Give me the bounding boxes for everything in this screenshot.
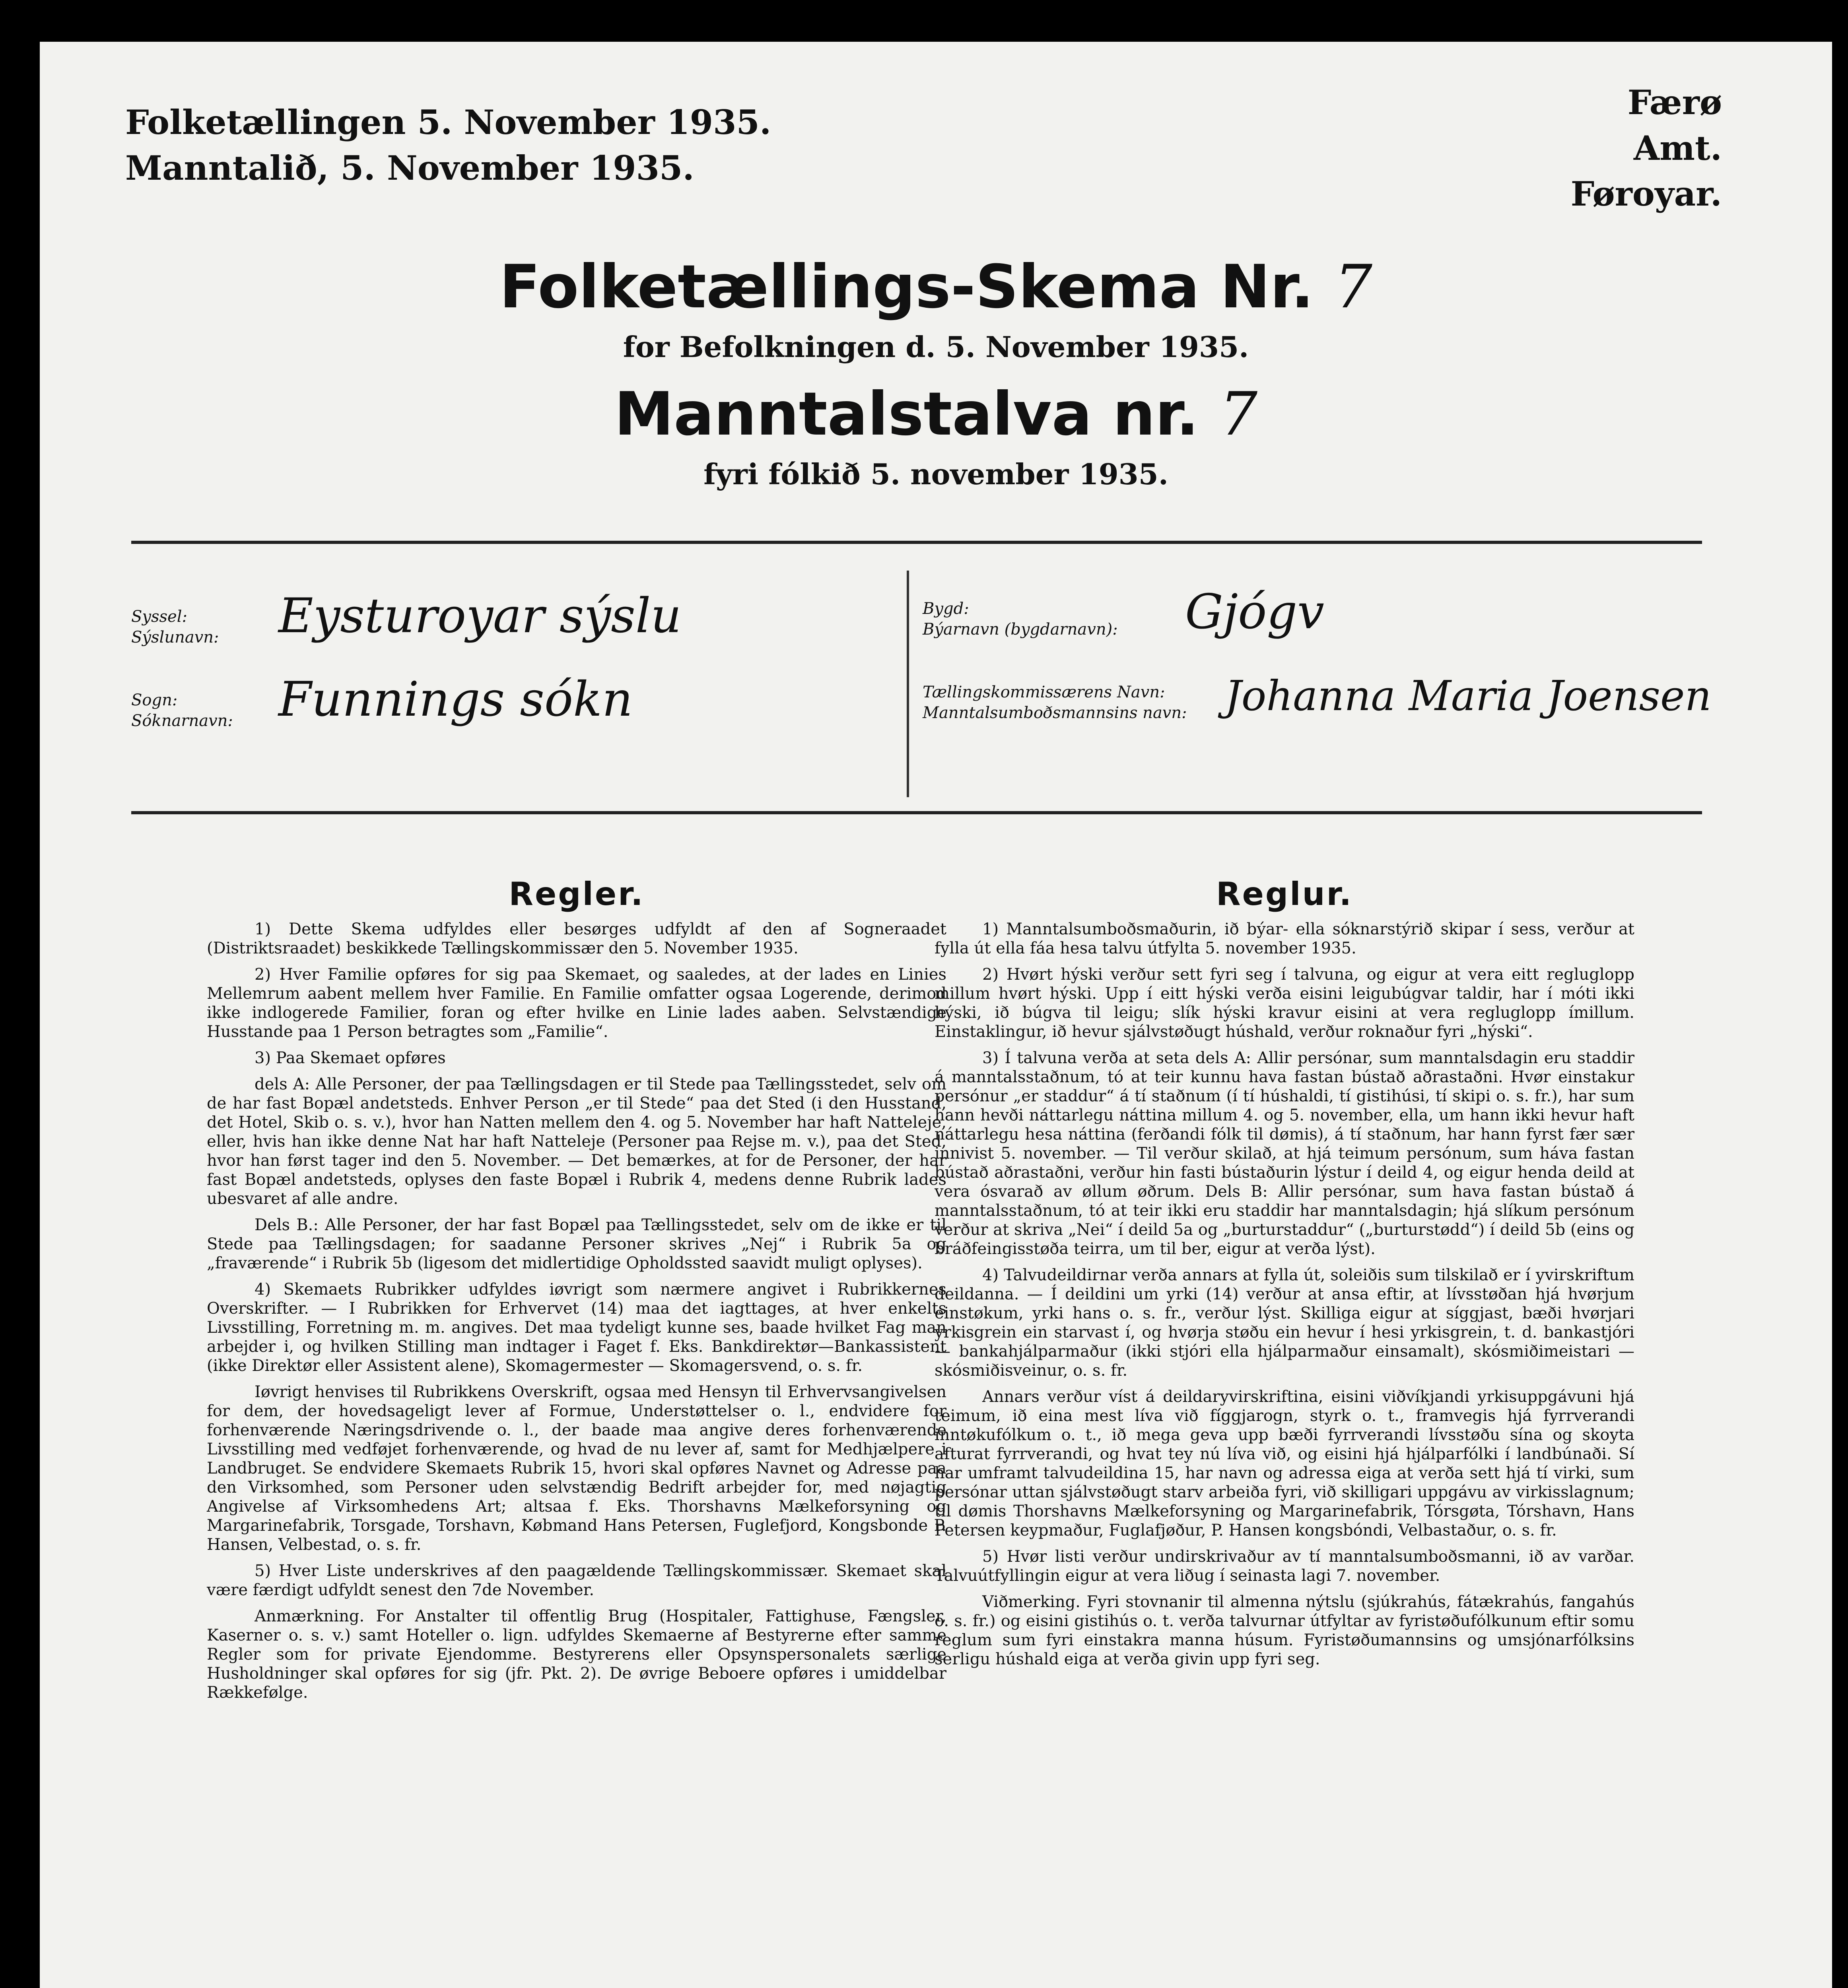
reglur-column (935, 876, 1634, 1676)
bygd-label (923, 598, 1118, 640)
regler-paragraph: Anmærkning. For Anstalter til offentlig Brug (Hospitaler, Fattighuse, Fængsler, Kaserner o. s. v.) samt Hoteller o. lign. udfyldes Skemaerne af Bestyrerne efter samme Regler som for private Ejendomme. Bestyrerens eller Opsynspersonalets særlige Husholdninger skal opføres for sig (jfr. Pkt. 2). De øvrige Beboere opføres i umiddelbar Rækkefølge. (207, 1607, 946, 1702)
regler-paragraph: Iøvrigt henvises til Rubrikkens Overskrift, ogsaa med Hensyn til Erhvervsangivelsen for dem, der hovedsageligt lever af Formue, Understøttelser o. l., endvidere for forhenværende Næringsdrivende o. l., der baade maa angive deres forhenværende Livsstilling med vedføjet forhenværende, og hvad de nu lever af, samt for Medhjælpere i Landbruget. Se endvidere Skemaets Rubrik 15, hvori skal opføres Navnet og Adresse paa den Virksomhed, som Personer uden selvstændig Bedrift arbejder for, med nøjagtig Angivelse af Virksomhedens Art; altsaa f. Eks. Thorshavns Mælkeforsyning og Margarinefabrik, Torsgade, Torshavn, Købmand Hans Petersen, Fuglefjord, Kongsbonde P. Hansen, Velbestad, o. s. fr. (207, 1383, 946, 1554)
regler-paragraph: 2) Hver Familie opføres for sig paa Skemaet, og saaledes, at der lades en Linies Mellemrum aabent mellem hver Familie. En Familie omfatter ogsaa Logerende, derimod ikke indlogerede Familier, foran og efter hvilke en Linie lades aaben. Selvstændige Husstande paa 1 Person betragtes som „Familie“. (207, 965, 946, 1041)
faroese-title (40, 380, 1832, 449)
regler-paragraph: dels A: Alle Personer, der paa Tællingsdagen er til Stede paa Tællingsstedet, selv om de har fast Bopæl andetsteds. Enhver Person „er til Stede“ paa det Sted (i den Husstand, det Hotel, Skib o. s. v.), hvor han Natten mellem den 4. og 5. November har haft Natteleje, eller, hvis han ikke denne Nat har haft Natteleje (Personer paa Rejse m. v.), paa det Sted, hvor han først tager ind den 5. November. — Det bemærkes, at for de Personer, der har fast Bopæl andetsteds, oplyses den faste Bopæl i Rubrik 4, medens denne Rubrik lades ubesvaret af alle andre. (207, 1075, 946, 1208)
header-left-line-1: Folketællingen 5. November 1935. (125, 103, 771, 142)
regler-heading: Regler. (509, 876, 645, 912)
regler-paragraph: 4) Skemaets Rubrikker udfyldes iøvrigt som nærmere angivet i Rubrikkernes Overskrifter. — I Rubrikken for Erhvervet (14) maa det iagttages, at hver enkelts Livsstilling, Forretning m. m. angives. Det maa tydeligt kunne ses, baade hvilket Fag man arbejder i, og hvilken Stilling man indtager i Faget f. Eks. Bankdirektør—Bankassistent (ikke Direktør eller Assistent alene), Skomagermester — Skomagersvend, o. s. fr. (207, 1280, 946, 1375)
reglur-paragraph: 1) Manntalsumboðsmaðurin, ið býar- ella sóknarstýrið skipar í sess, verður at fylla út ella fáa hesa talvu útfylta 5. november 1935. (935, 920, 1634, 957)
syssel-label-da: Syssel: (131, 608, 187, 626)
header-left-line-2: Manntalið, 5. November 1935. (125, 148, 694, 188)
sogn-label-fo: Sóknarnavn: (131, 712, 233, 730)
form-subtitle: for Befolkningen d. 5. November 1935. (623, 330, 1249, 364)
kommissaer-label-da: Tællingskommissærens Navn: (923, 683, 1165, 701)
kommissaer-label-fo: Manntalsumboðsmannsins navn: (923, 704, 1187, 722)
header-left (125, 99, 771, 191)
census-form-page (40, 42, 1832, 1988)
syssel-label-fo: Sýslunavn: (131, 628, 219, 646)
bygd-value: Gjógv (1185, 584, 1324, 640)
syssel-value: Eysturoyar sýslu (278, 588, 682, 644)
header-right-line-1: Færø Amt. (1627, 83, 1722, 168)
header-right (1539, 80, 1722, 217)
reglur-paragraph: Viðmerking. Fyri stovnanir til almenna nýtslu (sjúkrahús, fátækrahús, fangahús o. s. fr.) og eisini gistihús o. t. verða talvurnar útfyltar av fyristøðufólkunum eftir somu reglum sum fyri einstakra manna húsum. Fyristøðumannsins og umsjónarfólksins serligu húshald eiga at verða givin upp fyri seg. (935, 1593, 1634, 1668)
faroese-form-number: 7 (1219, 380, 1258, 449)
kommissaer-value: Johanna Maria Joensen (1225, 672, 1712, 720)
regler-column (207, 876, 946, 1709)
sogn-label-da: Sogn: (131, 691, 178, 709)
form-title (40, 252, 1832, 322)
sogn-value: Funnings sókn (278, 672, 633, 727)
bygd-label-fo: Býarnavn (bygdarnavn): (923, 620, 1118, 639)
sogn-label (131, 690, 233, 731)
regler-paragraph: 3) Paa Skemaet opføres (255, 1049, 446, 1067)
regler-paragraph: 5) Hver Liste underskrives af den paagældende Tællingskommissær. Skemaet skal være færdigt udfyldt senest den 7de November. (207, 1562, 946, 1599)
reglur-paragraph: 4) Talvudeildirnar verða annars at fylla út, soleiðis sum tilskilað er í yvirskriftum deildanna. — Í deildini um yrki (14) verður at ansa eftir, at lívsstøðan hjá hvørjum einstøkum, yrki hans o. s. fr., verður lýst. Skilliga eigur at síggjast, bæði hvørjari yrkisgrein ein starvast í, og hvørja støðu ein hevur í hesi yrkisgrein, t. d. bankastjóri — bankahjálparmaður (ikki stjóri ella hjálparmaður einsamalt), skósmiðimeistari — skósmiðisveinur, o. s. fr. (935, 1266, 1634, 1380)
faroese-title-text: Manntalstalva nr. (614, 380, 1199, 449)
regler-paragraph: 1) Dette Skema udfyldes eller besørges udfyldt af den af Sogneraadet (Distriktsraadet) beskikkede Tællingskommissær den 5. November 1935. (207, 920, 946, 957)
reglur-heading: Reglur. (1216, 876, 1353, 912)
form-title-text: Folketællings-Skema Nr. (499, 252, 1314, 322)
regler-paragraph: Dels B.: Alle Personer, der har fast Bopæl paa Tællingsstedet, selv om de ikke er til Stede paa Tællingsdagen; for saadanne Personer skrives „Nej“ i Rubrik 5a og „fraværende“ i Rubrik 5b (ligesom det midlertidige Opholdssted saavidt muligt oplyses). (207, 1216, 946, 1272)
bygd-label-da: Bygd: (923, 600, 969, 618)
form-number: 7 (1334, 252, 1373, 322)
kommissaer-label (923, 682, 1187, 723)
syssel-label (131, 606, 219, 648)
reglur-paragraph: 2) Hvørt hýski verður sett fyri seg í talvuna, og eigur at vera eitt regluglopp millum hvørt hýski. Upp í eitt hýski verða eisini leigubúgvar taldir, har í móti ikki hýski, ið búgva til leigu; slík hýski kravur eisini at vera regluglopp ímillum. Einstaklingur, ið hevur sjálvstøðugt húshald, verður roknaður fyri „hýski“. (935, 965, 1634, 1041)
divider (131, 541, 1702, 544)
field-separator (907, 571, 909, 797)
divider (131, 811, 1702, 814)
faroese-subtitle: fyri fólkið 5. november 1935. (703, 457, 1168, 491)
reglur-paragraph: 3) Í talvuna verða at seta dels A: Allir persónar, sum manntalsdagin eru staddir á manntalsstaðnum, tó at teir kunnu hava fastan bústað aðrastaðni. Hvør einstakur persónur „er staddur“ á tí staðnum (í tí húshaldi, tí gistihúsi, tí skipi o. s. fr.), har sum hann hevði náttarlegu náttina millum 4. og 5. november, ella, um hann ikki hevur haft náttarlegu hesa náttina (ferðandi fólk til dømis), á tí staðnum, har hann fyrst fær sær innivist 5. november. — Til verður skilað, at hjá teimum persónum, sum háva fastan bústað aðrastaðni, verður hin fasti bústaðurin lýstur í deild 4, og eigur henda deild at vera ósvarað av øllum øðrum. Dels B: Allir persónar, sum hava fastan bústað á manntalsstaðnum, tó at teir ikki eru staddir har manntalsdagin; hjá slíkum persónum verður at skriva „Nei“ í deild 5a og „burturstaddur“ („burturstødd“) í deild 5b (eins og bráðfeingisstøða teirra, um til ber, eigur at verða lýst). (935, 1049, 1634, 1258)
reglur-paragraph: Annars verður víst á deildaryvirskriftina, eisini viðvíkjandi yrkisuppgávuni hjá teimum, ið eina mest líva við fíggjarogn, styrk o. t., framvegis hjá fyrrverandi inntøkufólkum o. t., ið mega geva upp bæði fyrrverandi lívsstøðu sína og skoyta afturat fyrrverandi, og hvat tey nú líva við, og eisini hjá hjálparfólki í landbúnaði. Sí har umframt talvudeildina 15, har navn og adressa eiga at verða sett hjá tí virki, sum persónar uttan sjálvstøðugt starv arbeiða fyri, við skilligari uppgávu av virkisslagnum; til dømis Thorshavns Mælkeforsyning og Margarinefabrik, Tórsgøta, Tórshavn, Hans Petersen keypmaður, Fuglafjøður, P. Hansen kongsbóndi, Velbastaður, o. s. fr. (935, 1388, 1634, 1540)
header-right-line-2: Føroyar. (1570, 174, 1722, 214)
reglur-paragraph: 5) Hvør listi verður undirskrivaður av tí manntalsumboðsmanni, ið av varðar. Talvuútfyllingin eigur at vera liðug í seinasta lagi 7. november. (935, 1547, 1634, 1585)
